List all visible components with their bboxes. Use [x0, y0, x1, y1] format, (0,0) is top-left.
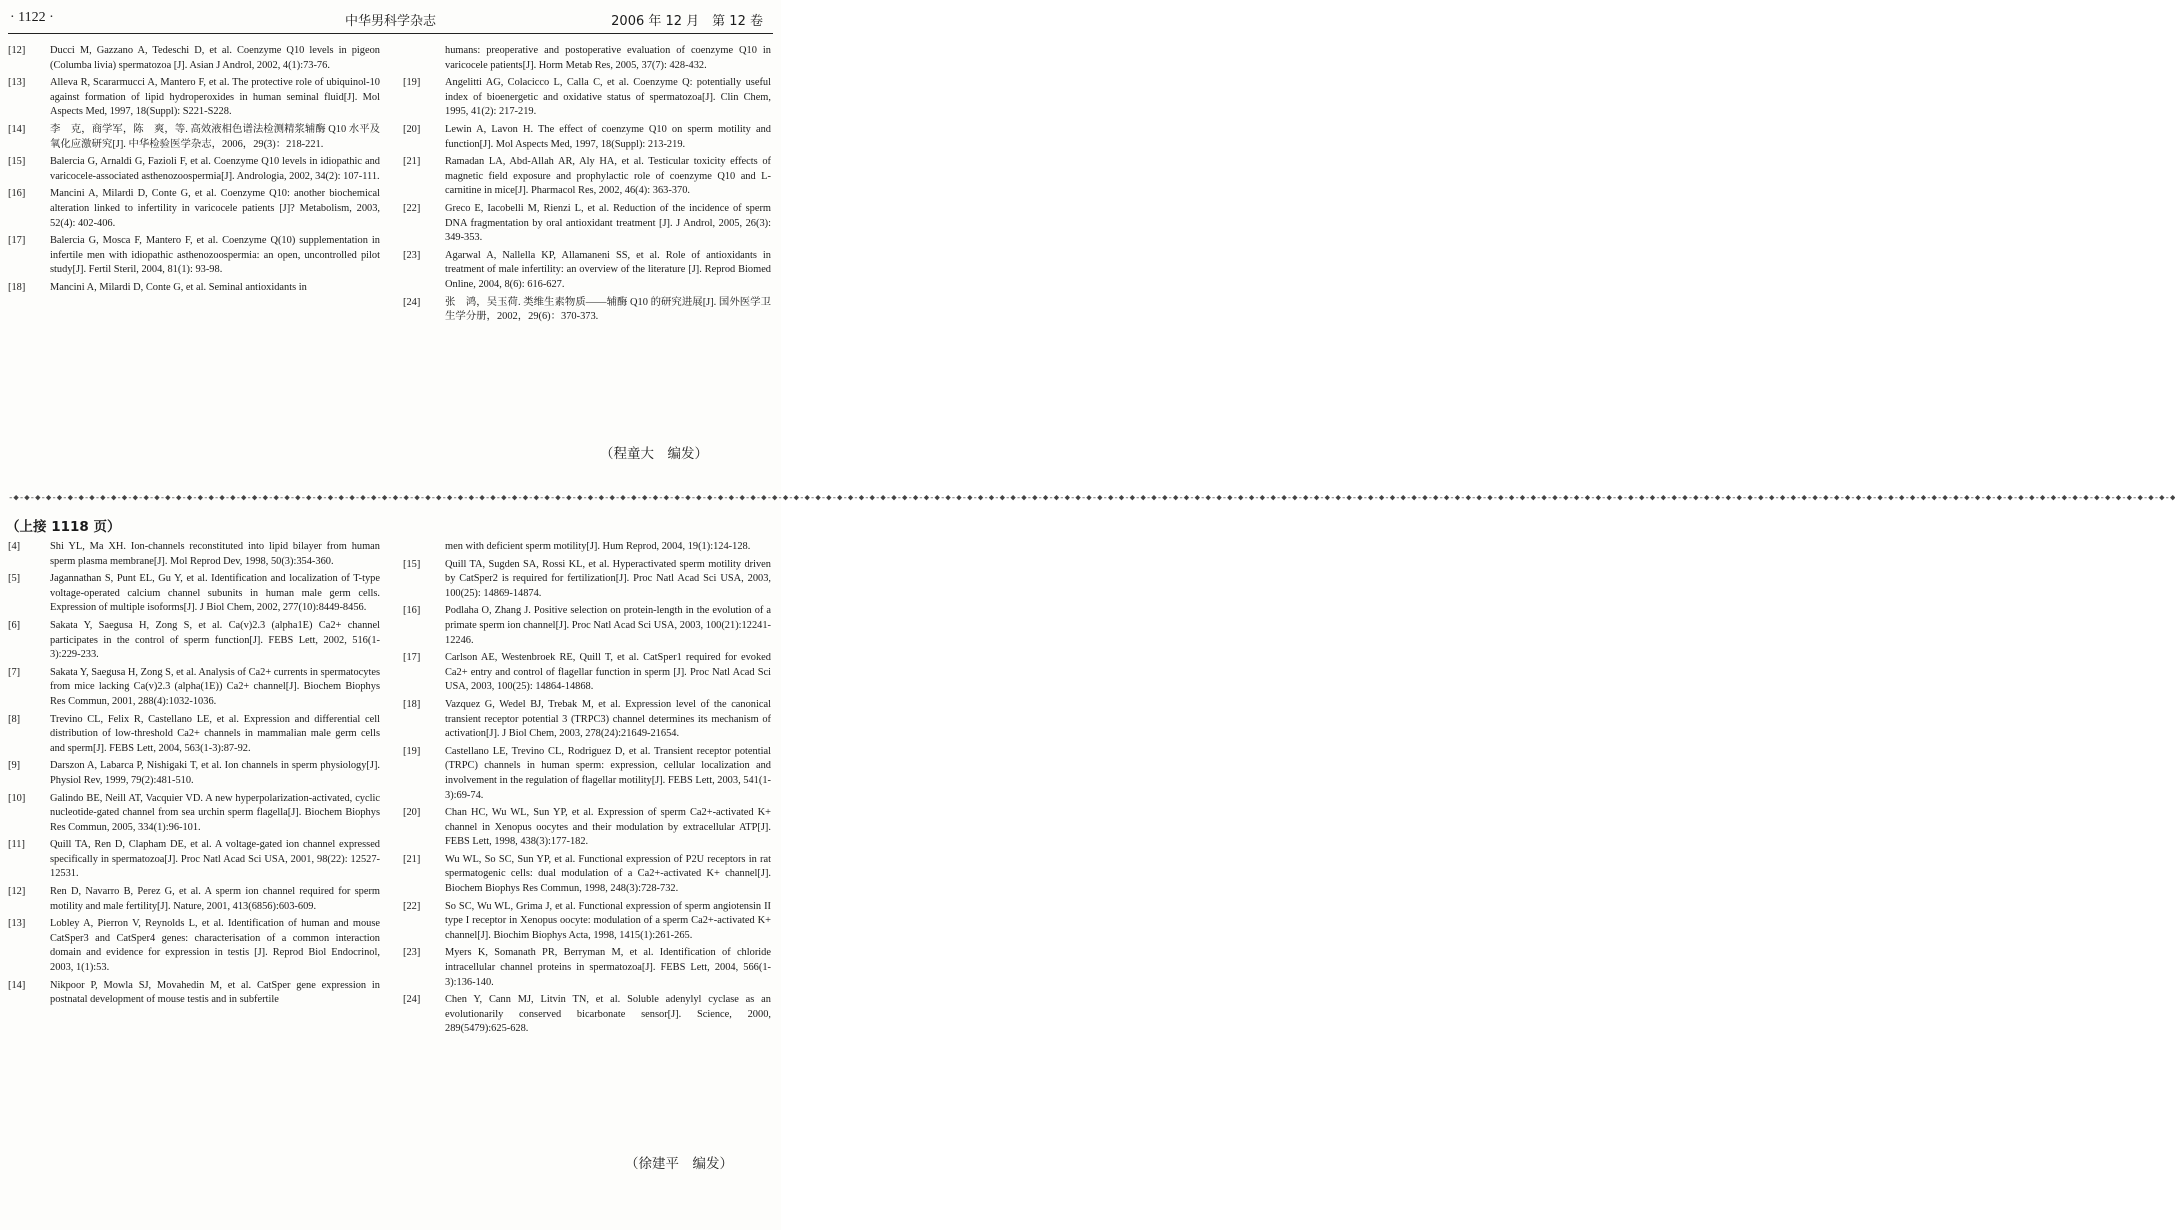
reference-text: men with deficient sperm motility[J]. Hum Reprod, 2004, 19(1):124-128. [445, 541, 751, 552]
reference-entry [403, 745, 771, 803]
reference-text: Lewin A, Lavon H. The effect of coenzyme Q10 on sperm motility and function[J]. Mol Aspects Med, 1997, 18(Suppl): 213-219. [445, 123, 771, 150]
reference-number: [11] [8, 839, 25, 851]
reference-number: [20] [403, 123, 421, 135]
reference-text: Podlaha O, Zhang J. Positive selection on protein-length in the evolution of a primate sperm ion channel[J]. Proc Natl Acad Sci USA, 2003, 100(21):12241-12246. [445, 605, 771, 646]
reference-entry [8, 838, 380, 882]
reference-entry [8, 234, 380, 278]
bottom-references-left-column [8, 540, 380, 1011]
reference-entry [403, 946, 771, 990]
bottom-editor-credit: （徐建平 编发） [625, 1156, 733, 1172]
reference-entry [8, 666, 380, 710]
reference-entry [403, 155, 771, 199]
reference-text: So SC, Wu WL, Grima J, et al. Functional expression of sperm angiotensin II type I receptor in Xenopus oocyte: modulation of a sperm Ca2+-activated K+ channel[J]. Biochim Biophys Acta, 1998, 1415(1):261-265. [445, 900, 771, 941]
reference-entry [8, 759, 380, 788]
reference-number: [5] [8, 573, 21, 585]
section-divider: -◆-◆-◆-◆-◆-◆-◆-◆-◆-◆-◆-◆-◆-◆-◆-◆-◆-◆-◆-◆-◆-◆-◆-◆-◆-◆-◆-◆-◆-◆-◆-◆-◆-◆-◆-◆-◆-◆-◆-◆-◆-◆-◆-◆-◆-◆-◆-◆-◆-◆-◆-◆-◆-◆-◆-◆-◆-◆-◆-◆-◆-◆-◆-◆-◆-◆-◆-◆-◆-◆-◆-◆-◆-◆-◆-◆-◆-◆-◆-◆-◆-◆-◆-◆-◆-◆-◆-◆-◆-◆-◆-◆-◆-◆-◆-◆-◆-◆-◆-◆-◆-◆-◆-◆-◆-◆-◆-◆-◆-◆-◆-◆-◆-◆-◆-◆-◆-◆-◆-◆-◆-◆-◆-◆-◆-◆-◆-◆-◆-◆-◆-◆-◆-◆-◆-◆-◆-◆-◆-◆-◆-◆-◆-◆-◆-◆-◆-◆-◆-◆-◆-◆-◆-◆-◆-◆-◆-◆-◆-◆-◆-◆-◆-◆-◆-◆-◆-◆-◆-◆-◆-◆-◆-◆-◆-◆-◆-◆-◆-◆-◆-◆-◆-◆-◆-◆-◆-◆-◆-◆-◆-◆-◆-◆-◆-◆-◆-◆-◆-◆ [8, 493, 2175, 503]
reference-number: [17] [403, 652, 421, 664]
reference-text: Vazquez G, Wedel BJ, Trebak M, et al. Expression level of the canonical transient receptor potential 3 (TRPC3) channel determines its mechanism of activation[J]. J Biol Chem, 2003, 278(24):21649-21654. [445, 698, 771, 740]
reference-text: Myers K, Somanath PR, Berryman M, et al. Identification of chloride intracellular channel proteins in spermatozoa[J]. FEBS Lett, 2004, 566(1-3):136-140. [445, 947, 771, 988]
reference-number: [4] [8, 541, 21, 552]
reference-entry [8, 123, 380, 152]
reference-text: Sakata Y, Saegusa H, Zong S, et al. Ca(v)2.3 (alpha1E) Ca2+ channel participates in the control of sperm function[J]. FEBS Lett, 2002, 516(1-3):229-233. [50, 619, 380, 661]
reference-text: Angelitti AG, Colacicco L, Calla C, et al. Coenzyme Q: potentially useful index of bioenergetic and oxidative status of spermatozoa[J]. Clin Chem, 1995, 41(2): 217-219. [445, 77, 771, 118]
reference-text: Mancini A, Milardi D, Conte G, et al. Seminal antioxidants in [50, 281, 307, 293]
reference-number: [24] [403, 994, 421, 1006]
reference-text: 李 克，商学军，陈 爽，等. 高效液相色谱法检测精浆辅酶 Q10 水平及氧化应激研究[J]. 中华检验医学杂志，2006，29(3)：218-221. [50, 123, 380, 150]
reference-number: [10] [8, 792, 26, 804]
reference-entry [8, 713, 380, 757]
reference-entry [8, 187, 380, 231]
header-rule [8, 33, 773, 34]
reference-text: Chen Y, Cann MJ, Litvin TN, et al. Soluble adenylyl cyclase as an evolutionarily conserved bicarbonate sensor[J]. Science, 2000, 289(5479):625-628. [445, 994, 771, 1035]
top-references-right-column [403, 44, 771, 328]
reference-text: Quill TA, Sugden SA, Rossi KL, et al. Hyperactivated sperm motility driven by CatSper2 is required for fertilization[J]. Proc Natl Acad Sci USA, 2003, 100(25): 14869-14874. [445, 558, 771, 599]
reference-text: humans: preoperative and postoperative evaluation of coenzyme Q10 in varicocele patients[J]. Horm Metab Res, 2005, 37(7): 428-432. [445, 45, 771, 71]
reference-text: Darszon A, Labarca P, Nishigaki T, et al. Ion channels in sperm physiology[J]. Physiol Rev, 1999, 79(2):481-510. [50, 760, 380, 786]
reference-number: [23] [403, 947, 421, 959]
reference-text: Wu WL, So SC, Sun YP, et al. Functional expression of P2U receptors in rat spermatogenic cells: dual modulation of a Ca2+-activated K+ channel[J]. Biochem Biophys Res Commun, 1998, 248(3):728-732. [445, 853, 771, 895]
reference-text: Alleva R, Scararmucci A, Mantero F, et al. The protective role of ubiquinol-10 against formation of lipid hydroperoxides in human seminal fluid[J]. Mol Aspects Med, 1997, 18(Suppl): S221-S228. [50, 77, 380, 118]
reference-entry [403, 123, 771, 152]
reference-entry [8, 572, 380, 616]
reference-number: [19] [403, 77, 421, 89]
bottom-references-right-column [403, 540, 771, 1040]
reference-number: [18] [403, 698, 421, 710]
reference-text: Shi YL, Ma XH. Ion-channels reconstituted into lipid bilayer from human sperm plasma membrane[J]. Mol Reprod Dev, 1998, 50(3):354-360. [50, 541, 380, 567]
reference-entry [403, 651, 771, 695]
reference-number: [15] [8, 156, 26, 168]
running-header [0, 8, 781, 30]
reference-number: [23] [403, 249, 421, 261]
reference-text: Balercia G, Mosca F, Mantero F, et al. Coenzyme Q(10) supplementation in infertile men with idiopathic asthenozoospermia: an open, uncontrolled pilot study[J]. Fertil Steril, 2004, 81(1): 93-98. [50, 235, 380, 276]
reference-number: [13] [8, 77, 26, 89]
reference-number: [15] [403, 558, 421, 570]
reference-number: [9] [8, 760, 21, 772]
reference-text: Castellano LE, Trevino CL, Rodriguez D, et al. Transient receptor potential (TRPC) channels in human sperm: expression, cellular localization and involvement in the regulation of flagellar motility[J]. FEBS Lett, 2003, 541(1-3):69-74. [445, 745, 771, 801]
reference-number: [21] [403, 853, 421, 865]
reference-text: 张 鸿，吴玉荷. 类维生素物质——辅酶 Q10 的研究进展[J]. 国外医学卫生学分册，2002，29(6)：370-373. [445, 296, 771, 323]
reference-entry [8, 540, 380, 569]
continued-from-label: （上接 1118 页） [6, 519, 121, 535]
reference-text: Ren D, Navarro B, Perez G, et al. A sperm ion channel required for sperm motility and male fertility[J]. Nature, 2001, 413(6856):603-609. [50, 886, 380, 912]
reference-number: [22] [403, 900, 421, 912]
reference-text: Ducci M, Gazzano A, Tedeschi D, et al. Coenzyme Q10 levels in pigeon (Columba livia) spermatozoa [J]. Asian J Androl, 2002, 4(1):73-76. [50, 45, 380, 71]
reference-entry [403, 44, 771, 73]
reference-text: Agarwal A, Nallella KP, Allamaneni SS, et al. Role of antioxidants in treatment of male infertility: an overview of the literature [J]. Reprod Biomed Online, 2004, 8(6): 616-627. [445, 249, 771, 290]
reference-entry [8, 281, 380, 296]
reference-number: [18] [8, 281, 26, 293]
reference-entry [403, 202, 771, 246]
page-number: · 1122 · [10, 10, 54, 25]
reference-entry [403, 698, 771, 742]
reference-number: [13] [8, 918, 26, 930]
reference-entry [8, 885, 380, 914]
reference-number: [16] [403, 605, 421, 617]
reference-number: [14] [8, 123, 26, 135]
reference-entry [403, 900, 771, 944]
reference-number: [17] [8, 235, 26, 247]
reference-entry [403, 558, 771, 602]
reference-number: [22] [403, 202, 421, 214]
reference-entry [8, 155, 380, 184]
reference-number: [19] [403, 745, 421, 757]
reference-text: Ramadan LA, Abd-Allah AR, Aly HA, et al. Testicular toxicity effects of magnetic field exposure and prophylactic role of coenzyme Q10 and L-carnitine in mice[J]. Pharmacol Res, 2002, 46(4): 363-370. [445, 156, 771, 197]
reference-number: [24] [403, 296, 421, 308]
reference-entry [403, 540, 771, 555]
reference-entry [403, 604, 771, 648]
reference-entry [8, 44, 380, 73]
reference-number: [7] [8, 666, 21, 678]
reference-entry [403, 806, 771, 850]
reference-number: [20] [403, 807, 421, 819]
reference-entry [8, 917, 380, 975]
reference-entry [8, 619, 380, 663]
reference-text: Sakata Y, Saegusa H, Zong S, et al. Analysis of Ca2+ currents in spermatocytes from mice lacking Ca(v)2.3 (alpha(1E)) Ca2+ channel[J]. Biochem Biophys Res Commun, 2001, 288(4):1032-1036. [50, 666, 380, 707]
reference-text: Nikpoor P, Mowla SJ, Movahedin M, et al. CatSper gene expression in postnatal development of mouse testis and in subfertile [50, 979, 380, 1006]
top-editor-credit: （程童大 编发） [600, 446, 708, 462]
reference-entry [8, 76, 380, 120]
reference-number: [12] [8, 886, 26, 898]
journal-title: 中华男科学杂志 [344, 14, 436, 29]
reference-text: Chan HC, Wu WL, Sun YP, et al. Expression of sperm Ca2+-activated K+ channel in Xenopus oocytes and their modulation by extracellular ATP[J]. FEBS Lett, 1998, 438(3):177-182. [445, 807, 771, 848]
reference-text: Quill TA, Ren D, Clapham DE, et al. A voltage-gated ion channel expressed specifically in spermatozoa[J]. Proc Natl Acad Sci USA, 2001, 98(22): 12527-12531. [50, 839, 380, 880]
reference-entry [403, 76, 771, 120]
reference-text: Jagannathan S, Punt EL, Gu Y, et al. Identification and localization of T-type voltage-operated calcium channel subunits in human male germ cells. Expression of multiple isoforms[J]. J Biol Chem, 2002, 277(10):8449-8456. [50, 573, 380, 614]
reference-text: Lobley A, Pierron V, Reynolds L, et al. Identification of human and mouse CatSper3 and CatSper4 genes: characterisation of a common interaction domain and evidence for expression in testis [J]. Reprod Biol Endocrinol, 2003, 1(1):53. [50, 918, 380, 974]
reference-entry [8, 792, 380, 836]
reference-text: Carlson AE, Westenbroek RE, Quill T, et al. CatSper1 required for evoked Ca2+ entry and control of flagellar function in sperm [J]. Proc Natl Acad Sci USA, 2003, 100(25): 14864-14868. [445, 652, 771, 693]
reference-text: Greco E, Iacobelli M, Rienzi L, et al. Reduction of the incidence of sperm DNA fragmentation by oral antioxidant treatment [J]. J Androl, 2005, 26(3): 349-353. [445, 202, 771, 244]
reference-entry [403, 853, 771, 897]
reference-text: Balercia G, Arnaldi G, Fazioli F, et al. Coenzyme Q10 levels in idiopathic and varicocele-associated asthenozoospermia[J]. Andrologia, 2002, 34(2): 107-111. [50, 156, 380, 182]
reference-number: [16] [8, 188, 26, 200]
reference-entry [403, 296, 771, 325]
issue-date: 2006 年 12 月 第 12 卷 [611, 14, 763, 29]
reference-text: Trevino CL, Felix R, Castellano LE, et al. Expression and differential cell distribution of low-threshold Ca2+ channels in mammalian male germ cells and sperm[J]. FEBS Lett, 2004, 563(1-3):87-92. [50, 713, 380, 754]
reference-number: [12] [8, 45, 26, 56]
reference-number: [14] [8, 979, 26, 991]
reference-entry [403, 249, 771, 293]
reference-entry [403, 993, 771, 1037]
reference-number: [6] [8, 619, 21, 631]
reference-number: [8] [8, 713, 21, 725]
reference-entry [8, 979, 380, 1008]
top-references-left-column [8, 44, 380, 299]
reference-text: Galindo BE, Neill AT, Vacquier VD. A new hyperpolarization-activated, cyclic nucleotide-gated channel from sea urchin sperm flagella[J]. Biochem Biophys Res Commun, 2005, 334(1):96-101. [50, 792, 380, 833]
reference-number: [21] [403, 156, 421, 168]
reference-text: Mancini A, Milardi D, Conte G, et al. Coenzyme Q10: another biochemical alteration linked to infertility in varicocele patients [J]? Metabolism, 2003, 52(4): 402-406. [50, 188, 380, 229]
